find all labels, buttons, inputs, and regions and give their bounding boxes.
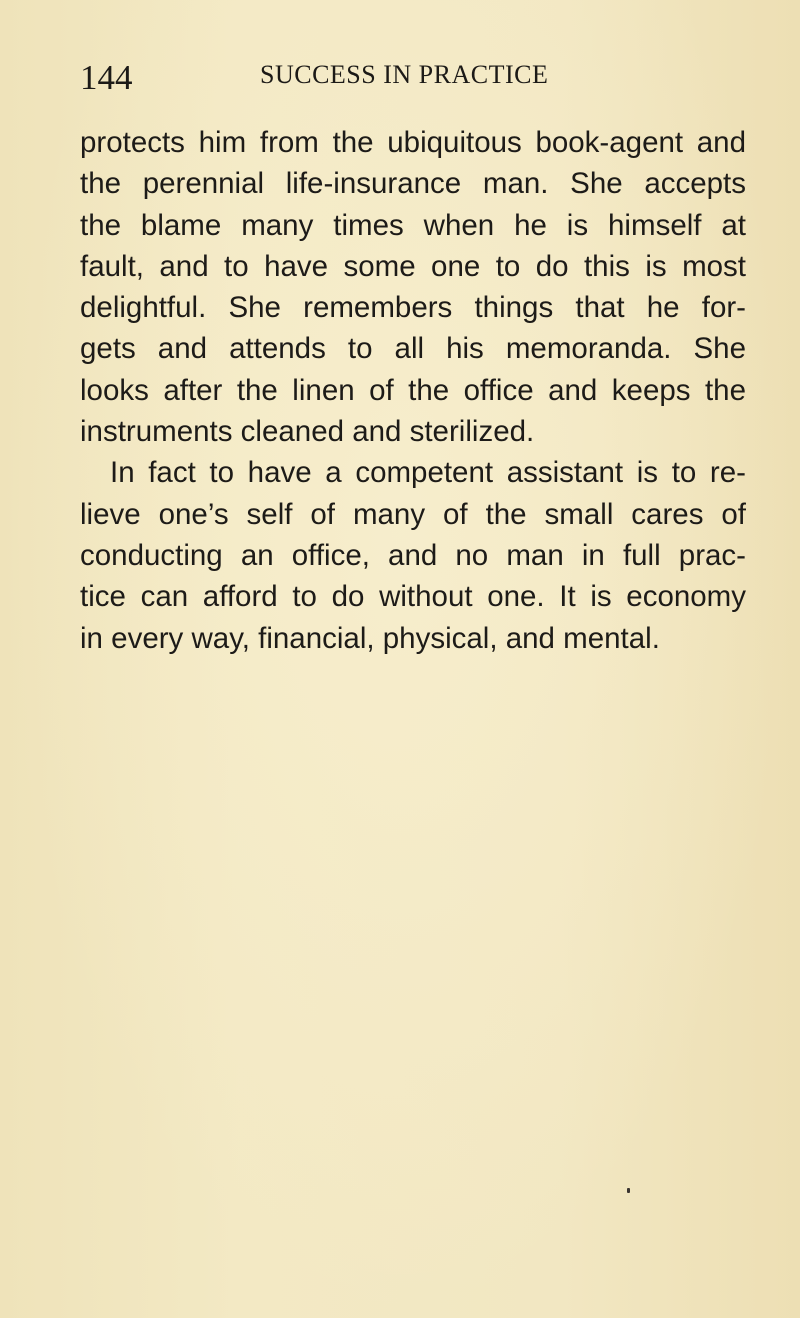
text-line: the perennial life-insurance man. She accepts bbox=[80, 167, 746, 201]
text-line: looks after the linen of the office and keeps the bbox=[80, 373, 746, 407]
text-line: delightful. She remembers things that he for- bbox=[80, 291, 746, 325]
body-text bbox=[80, 122, 746, 659]
paper-speck bbox=[627, 1188, 630, 1193]
text-line: tice can afford to do without one. It is economy bbox=[80, 580, 746, 614]
text-line: instruments cleaned and sterilized. bbox=[80, 415, 535, 449]
text-line: fault, and to have some one to do this is most bbox=[80, 249, 746, 283]
text-line: gets and attends to all his memoranda. She bbox=[80, 332, 746, 366]
text-line: In fact to have a competent assistant is to re- bbox=[110, 456, 746, 490]
paragraph-1 bbox=[80, 122, 746, 452]
text-line: in every way, financial, physical, and mental. bbox=[80, 621, 660, 655]
text-line: the blame many times when he is himself at bbox=[80, 208, 746, 242]
running-title: SUCCESS IN PRACTICE bbox=[260, 60, 549, 89]
text-line: protects him from the ubiquitous book-agent and bbox=[80, 126, 746, 159]
page-number: 144 bbox=[80, 58, 133, 97]
text-line: lieve one’s self of many of the small cares of bbox=[80, 497, 746, 531]
running-head bbox=[80, 56, 740, 100]
paragraph-2 bbox=[80, 452, 746, 658]
text-line: conducting an office, and no man in full prac- bbox=[80, 538, 746, 572]
